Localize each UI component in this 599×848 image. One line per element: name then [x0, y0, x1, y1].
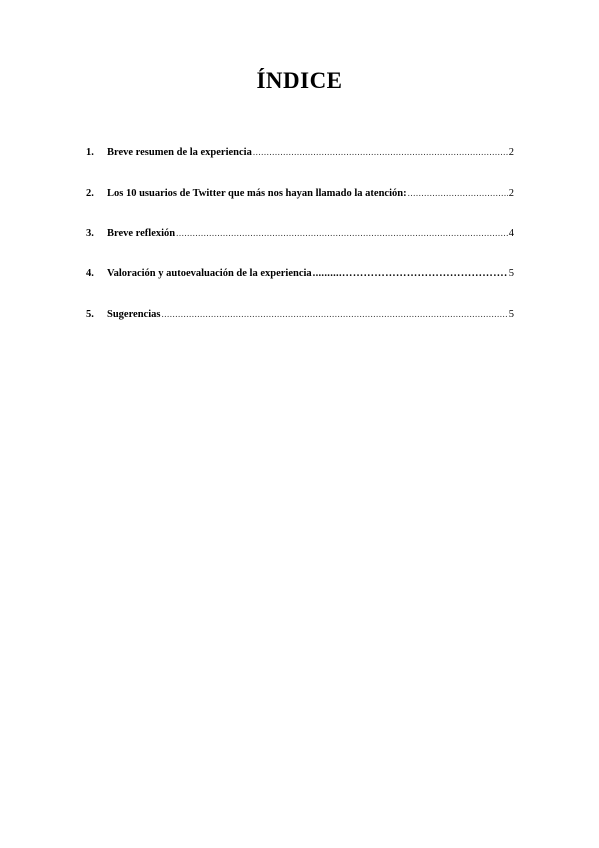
- toc-dot-leader: [408, 183, 508, 203]
- toc-entry-title: Los 10 usuarios de Twitter que más nos hayan llamado la atención:: [107, 187, 407, 199]
- toc-entry-page: 5: [508, 309, 514, 320]
- toc-entry-number: 2.: [86, 187, 94, 199]
- toc-entry-2: [86, 183, 514, 203]
- toc-entry-title: Sugerencias: [107, 309, 161, 320]
- toc-entry-4: [86, 264, 514, 284]
- toc-entry-number: 4.: [86, 267, 94, 279]
- toc-dot-leader: [253, 142, 508, 162]
- toc-entry-1: [86, 142, 514, 162]
- table-of-contents: [86, 142, 514, 345]
- toc-dot-leader: [176, 223, 508, 243]
- toc-entry-3: [86, 223, 514, 243]
- toc-entry-page: 2: [508, 147, 514, 158]
- toc-entry-number: 1.: [86, 147, 94, 158]
- toc-dot-leader: [161, 304, 507, 324]
- toc-entry-title: Valoración y autoevaluación de la experiencia: [107, 267, 312, 279]
- toc-entry-number: 3.: [86, 228, 94, 239]
- toc-entry-title: Breve resumen de la experiencia: [107, 147, 252, 158]
- toc-entry-page: 4: [508, 228, 514, 239]
- toc-entry-page: 5: [508, 267, 514, 279]
- toc-entry-page: 2: [508, 187, 514, 199]
- toc-entry-title: Breve reflexión: [107, 228, 176, 239]
- toc-entry-number: 5.: [86, 309, 94, 320]
- index-title: ÍNDICE: [256, 68, 343, 93]
- toc-dot-leader: [313, 264, 508, 284]
- toc-entry-5: [86, 304, 514, 324]
